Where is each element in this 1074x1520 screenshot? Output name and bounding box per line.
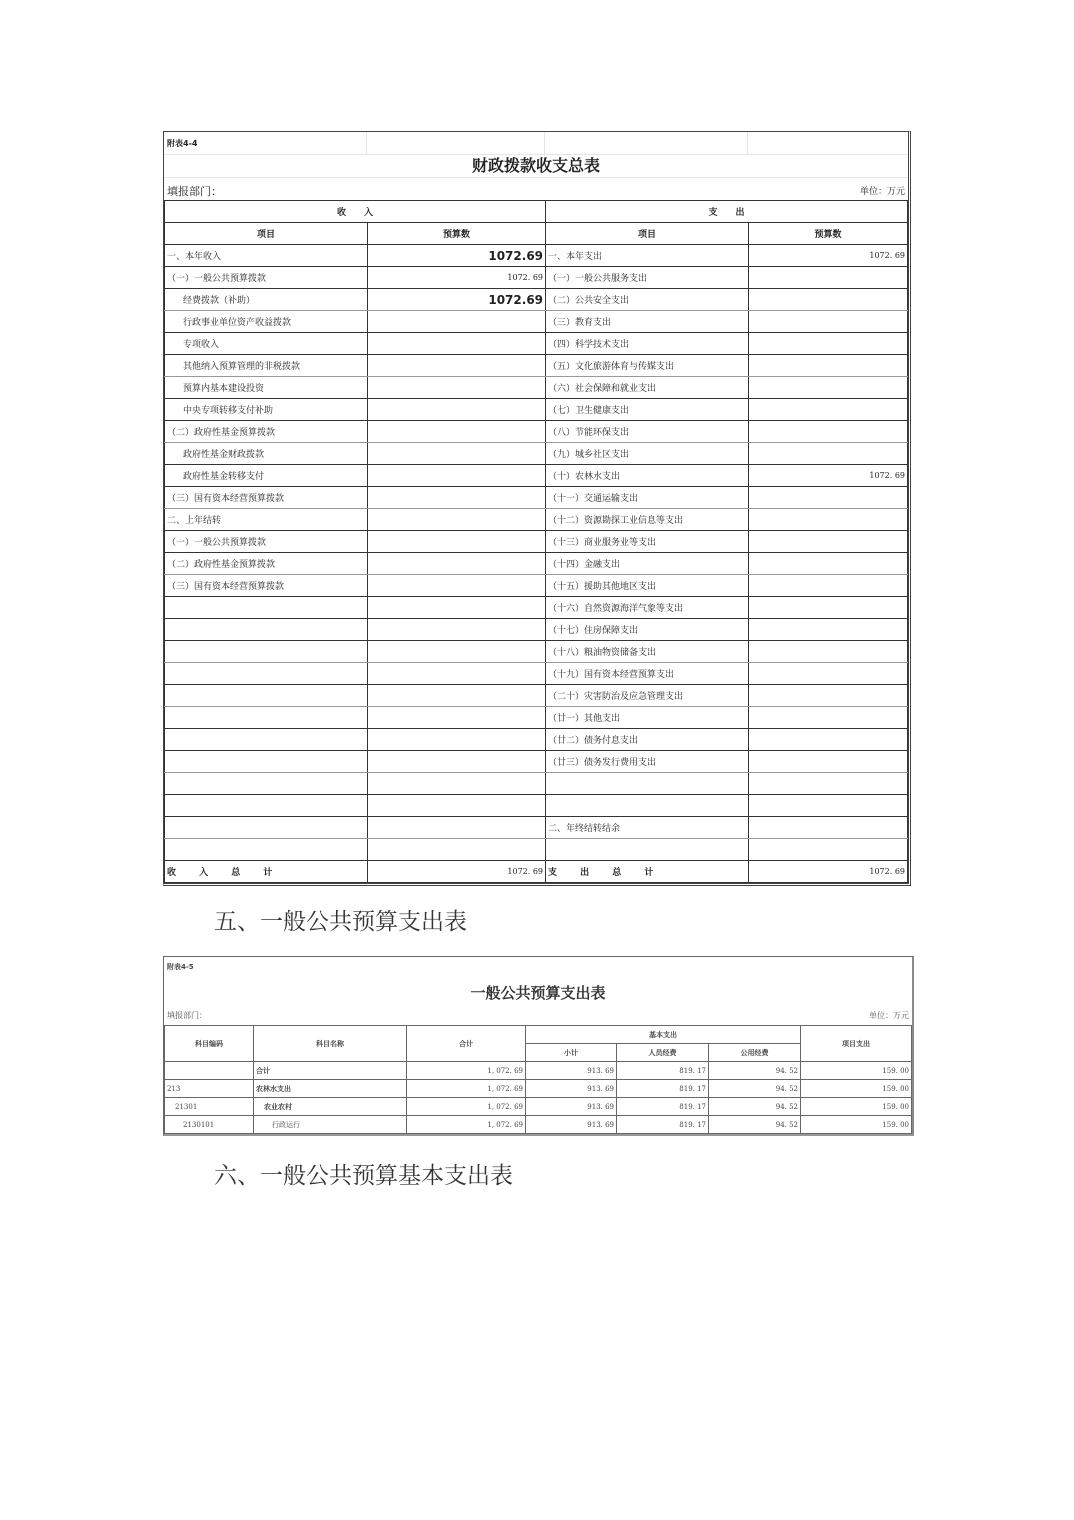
expense-value [749,839,908,861]
income-value [368,465,546,487]
dept-label: 填报部门： [167,185,222,198]
expense-value [749,355,908,377]
table-row [165,1080,912,1098]
income-item [165,663,368,685]
income-item [165,839,368,861]
personnel-cell: 819. 17 [617,1062,709,1080]
expense-total-value: 1072. 69 [749,861,908,883]
expense-item [546,773,749,795]
income-item [165,619,368,641]
expense-value [749,377,908,399]
expense-value [749,663,908,685]
personnel-header: 人员经费 [617,1044,709,1062]
income-value [368,839,546,861]
expense-item: （二）公共安全支出 [546,289,749,311]
basic-expense-header: 基本支出 [526,1026,801,1044]
code-cell: 2130101 [165,1116,254,1134]
name-cell: 农林水支出 [254,1080,407,1098]
table-row [165,751,908,773]
table-row [165,465,908,487]
subtotal-cell: 913. 69 [526,1098,617,1116]
expense-item: （十九）国有资本经营预算支出 [546,663,749,685]
expense-value [749,311,908,333]
project-cell: 159. 00 [801,1116,912,1134]
table-row [165,377,908,399]
subtotal-header: 小计 [526,1044,617,1062]
expense-value [749,553,908,575]
table-row [165,773,908,795]
table-title: 一般公共预算支出表 [470,984,606,1002]
table-row [165,399,908,421]
income-value [368,663,546,685]
expense-item: （廿一）其他支出 [546,707,749,729]
income-item [165,707,368,729]
income-value [368,531,546,553]
total-cell: 1, 072. 69 [407,1062,526,1080]
expense-value [749,619,908,641]
table-row [165,729,908,751]
table-row [165,619,908,641]
table-row [165,1062,912,1080]
table-row [165,311,908,333]
income-item [165,751,368,773]
total-header: 合计 [407,1026,526,1062]
table-row [165,487,908,509]
summary-grid [164,200,908,883]
income-value [368,443,546,465]
subtotal-cell: 913. 69 [526,1116,617,1134]
dept-label: 填报部门： [167,1011,207,1020]
expense-item [546,795,749,817]
table-tag: 附表4-5 [167,963,194,971]
income-item: 预算内基本建设投资 [165,377,368,399]
table-row [165,245,908,267]
public-cell: 94. 52 [709,1062,801,1080]
income-value [368,707,546,729]
table-row [165,685,908,707]
personnel-cell: 819. 17 [617,1116,709,1134]
expense-value [749,399,908,421]
table-row [165,553,908,575]
income-item [165,795,368,817]
expense-value [749,707,908,729]
expense-item: （六）社会保障和就业支出 [546,377,749,399]
income-item: 二、上年结转 [165,509,368,531]
expense-item: （廿二）债务付息支出 [546,729,749,751]
expense-item: （十六）自然资源海洋气象等支出 [546,597,749,619]
expense-value [749,267,908,289]
income-item [165,641,368,663]
table-row [165,663,908,685]
income-total-value: 1072. 69 [368,861,546,883]
table-row [165,1116,912,1134]
expense-grid [164,1025,912,1134]
expense-value [749,729,908,751]
dept-unit-row [164,178,908,200]
expense-value [749,487,908,509]
code-cell: 213 [165,1080,254,1098]
expense-item: （九）城乡社区支出 [546,443,749,465]
code-cell: 21301 [165,1098,254,1116]
general-public-budget-expense-table [163,956,914,1136]
table-row [165,707,908,729]
income-value [368,399,546,421]
expense-group-header: 支 出 [546,201,908,223]
table-row [165,355,908,377]
expense-value [749,289,908,311]
table-row [165,817,908,839]
table-tag: 附表4-4 [167,139,198,148]
table-row [165,641,908,663]
income-item-header: 项目 [165,223,368,245]
income-value: 1072. 69 [368,267,546,289]
expense-item: （七）卫生健康支出 [546,399,749,421]
income-value [368,377,546,399]
table-row [165,597,908,619]
expense-value [749,443,908,465]
expense-item: （十二）资源勘探工业信息等支出 [546,509,749,531]
table-tag-row [164,132,908,155]
income-item: （二）政府性基金预算拨款 [165,553,368,575]
income-item: （二）政府性基金预算拨款 [165,421,368,443]
income-item: 经费拨款（补助） [165,289,368,311]
expense-item: （五）文化旅游体育与传媒支出 [546,355,749,377]
income-value [368,509,546,531]
expense-item: （十七）住房保障支出 [546,619,749,641]
table-row [165,1098,912,1116]
income-value [368,817,546,839]
subtotal-cell: 913. 69 [526,1080,617,1098]
expense-value: 1072. 69 [749,245,908,267]
income-value [368,575,546,597]
income-item: （一）一般公共预算拨款 [165,531,368,553]
expense-item: （十一）交通运输支出 [546,487,749,509]
expense-value [749,333,908,355]
public-cell: 94. 52 [709,1098,801,1116]
income-item: 政府性基金财政拨款 [165,443,368,465]
expense-value [749,751,908,773]
public-cell: 94. 52 [709,1080,801,1098]
income-item [165,773,368,795]
fiscal-appropriation-summary-table [163,131,911,886]
expense-value [749,421,908,443]
expense-value: 1072. 69 [749,465,908,487]
expense-item: （十五）援助其他地区支出 [546,575,749,597]
total-cell: 1, 072. 69 [407,1116,526,1134]
income-value [368,355,546,377]
expense-total-label: 支 出 总 计 [546,861,749,883]
expense-item: （十八）粮油物资储备支出 [546,641,749,663]
income-value: 1072.69 [368,245,546,267]
expense-budget-header: 预算数 [749,223,908,245]
unit-label: 单位：万元 [869,1011,909,1020]
code-header: 科目编码 [165,1026,254,1062]
column-header-row [165,223,908,245]
project-cell: 159. 00 [801,1098,912,1116]
income-value [368,421,546,443]
name-cell: 农业农村 [254,1098,407,1116]
expense-item: 一、本年支出 [546,245,749,267]
income-group-header: 收 入 [165,201,546,223]
income-value [368,773,546,795]
expense-value [749,597,908,619]
group-header-row [165,201,908,223]
expense-item: （十）农林水支出 [546,465,749,487]
expense-item [546,839,749,861]
expense-value [749,575,908,597]
public-cell: 94. 52 [709,1116,801,1134]
expense-item: （四）科学技术支出 [546,333,749,355]
income-value [368,619,546,641]
total-cell: 1, 072. 69 [407,1098,526,1116]
income-item: （三）国有资本经营预算拨款 [165,575,368,597]
section-heading-6: 六、一般公共预算基本支出表 [214,1163,513,1189]
expense-item: （廿三）债务发行费用支出 [546,751,749,773]
income-value [368,553,546,575]
table-title: 财政拨款收支总表 [164,155,908,178]
income-value [368,795,546,817]
table-row [165,267,908,289]
income-item: （三）国有资本经营预算拨款 [165,487,368,509]
expense-item: 二、年终结转结余 [546,817,749,839]
expense-value [749,509,908,531]
expense-item: （八）节能环保支出 [546,421,749,443]
income-item: （一）一般公共预算拨款 [165,267,368,289]
expense-value [749,795,908,817]
dept-unit-row [164,1007,912,1025]
personnel-cell: 819. 17 [617,1098,709,1116]
expense-value [749,773,908,795]
income-value [368,597,546,619]
expense-value [749,685,908,707]
income-item: 专项收入 [165,333,368,355]
project-cell: 159. 00 [801,1062,912,1080]
table-row [165,531,908,553]
income-value [368,487,546,509]
subtotal-cell: 913. 69 [526,1062,617,1080]
public-header: 公用经费 [709,1044,801,1062]
unit-label: 单位：万元 [859,187,905,197]
section-heading-5: 五、一般公共预算支出表 [214,909,467,935]
income-budget-header: 预算数 [368,223,546,245]
income-value: 1072.69 [368,289,546,311]
table-row [165,575,908,597]
income-value [368,685,546,707]
income-item [165,685,368,707]
expense-value [749,817,908,839]
income-value [368,729,546,751]
name-cell: 行政运行 [254,1116,407,1134]
total-cell: 1, 072. 69 [407,1080,526,1098]
expense-item: （一）一般公共服务支出 [546,267,749,289]
table-row [165,333,908,355]
name-header: 科目名称 [254,1026,407,1062]
total-row [165,861,908,883]
income-item: 其他纳入预算管理的非税拨款 [165,355,368,377]
table-row [165,289,908,311]
name-cell: 合计 [254,1062,407,1080]
table-row [165,839,908,861]
income-item: 行政事业单位资产收益拨款 [165,311,368,333]
personnel-cell: 819. 17 [617,1080,709,1098]
income-item: 一、本年收入 [165,245,368,267]
expense-item: （二十）灾害防治及应急管理支出 [546,685,749,707]
income-value [368,641,546,663]
project-cell: 159. 00 [801,1080,912,1098]
expense-item-header: 项目 [546,223,749,245]
table-row [165,421,908,443]
table-row [165,795,908,817]
income-item: 政府性基金转移支付 [165,465,368,487]
income-value [368,333,546,355]
project-expense-header: 项目支出 [801,1026,912,1062]
expense-value [749,531,908,553]
income-total-label: 收 入 总 计 [165,861,368,883]
income-item [165,729,368,751]
expense-item: （十三）商业服务业等支出 [546,531,749,553]
code-cell [165,1062,254,1080]
income-value [368,311,546,333]
income-item: 中央专项转移支付补助 [165,399,368,421]
income-item [165,597,368,619]
income-item [165,817,368,839]
header-row-1 [165,1026,912,1044]
expense-value [749,641,908,663]
table-row [165,443,908,465]
income-value [368,751,546,773]
table-row [165,509,908,531]
expense-item: （十四）金融支出 [546,553,749,575]
expense-item: （三）教育支出 [546,311,749,333]
